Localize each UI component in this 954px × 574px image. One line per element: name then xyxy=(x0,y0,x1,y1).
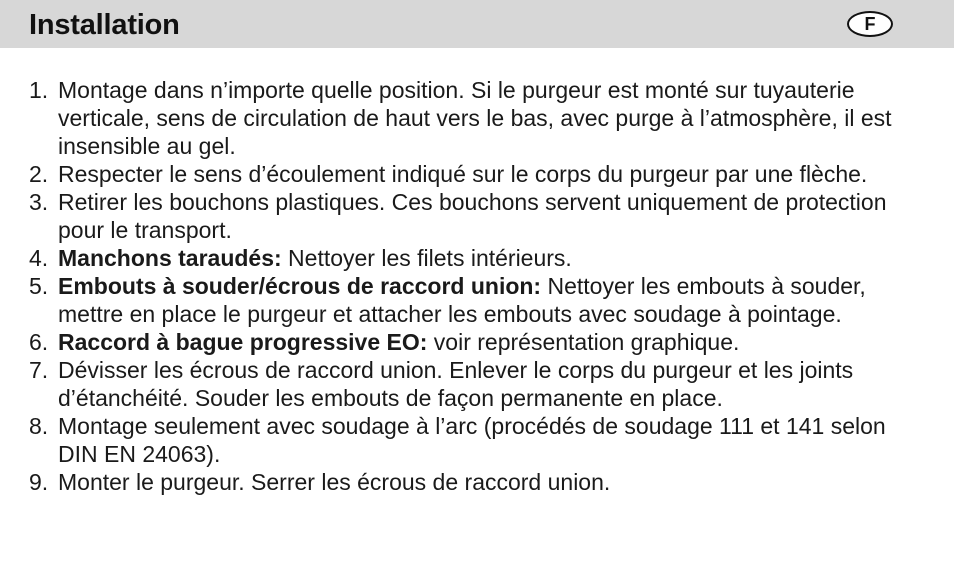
list-item xyxy=(29,272,909,328)
item-number: 1. xyxy=(29,77,49,103)
item-number: 5. xyxy=(29,273,49,299)
item-number: 9. xyxy=(29,469,49,495)
item-bold-lead: Raccord à bague progressive EO: xyxy=(58,329,428,355)
list-item xyxy=(29,468,909,496)
list-item xyxy=(29,188,909,244)
list-item xyxy=(29,76,909,160)
item-text: Retirer les bouchons plastiques. Ces bouchons servent uniquement de protection pour le transport. xyxy=(58,189,887,243)
item-number: 2. xyxy=(29,161,49,187)
item-text: Montage seulement avec soudage à l’arc (procédés de soudage 111 et 141 selon DIN EN 24063). xyxy=(58,413,886,467)
item-text: voir représentation graphique. xyxy=(427,329,740,355)
item-bold-lead: Manchons taraudés: xyxy=(58,245,282,271)
section-title: Installation xyxy=(29,9,180,41)
list-item xyxy=(29,356,909,412)
item-number: 4. xyxy=(29,245,49,271)
item-text: Monter le purgeur. Serrer les écrous de raccord union. xyxy=(58,469,611,495)
language-badge: F xyxy=(847,11,893,37)
item-number: 7. xyxy=(29,357,49,383)
item-text: Montage dans n’importe quelle position. Si le purgeur est monté sur tuyauterie verticale, sens de circulation de haut vers le bas, avec purge à l’atmosphère, il est insensible au gel. xyxy=(58,77,892,159)
item-number: 8. xyxy=(29,413,49,439)
list-item xyxy=(29,328,909,356)
section-header-bar xyxy=(0,0,954,48)
item-text: Respecter le sens d’écoulement indiqué sur le corps du purgeur par une flèche. xyxy=(58,161,868,187)
item-text: Nettoyer les embouts à souder, mettre en place le purgeur et attacher les embouts avec soudage à pointage. xyxy=(58,273,866,327)
list-item xyxy=(29,412,909,468)
list-item xyxy=(29,160,909,188)
list-item xyxy=(29,244,909,272)
item-text: Dévisser les écrous de raccord union. Enlever le corps du purgeur et les joints d’étanchéité. Souder les embouts de façon permanente en place. xyxy=(58,357,854,411)
item-number: 3. xyxy=(29,189,49,215)
item-text: Nettoyer les filets intérieurs. xyxy=(281,245,572,271)
item-number: 6. xyxy=(29,329,49,355)
installation-steps-list xyxy=(29,76,909,496)
item-bold-lead: Embouts à souder/écrous de raccord union: xyxy=(58,273,542,299)
